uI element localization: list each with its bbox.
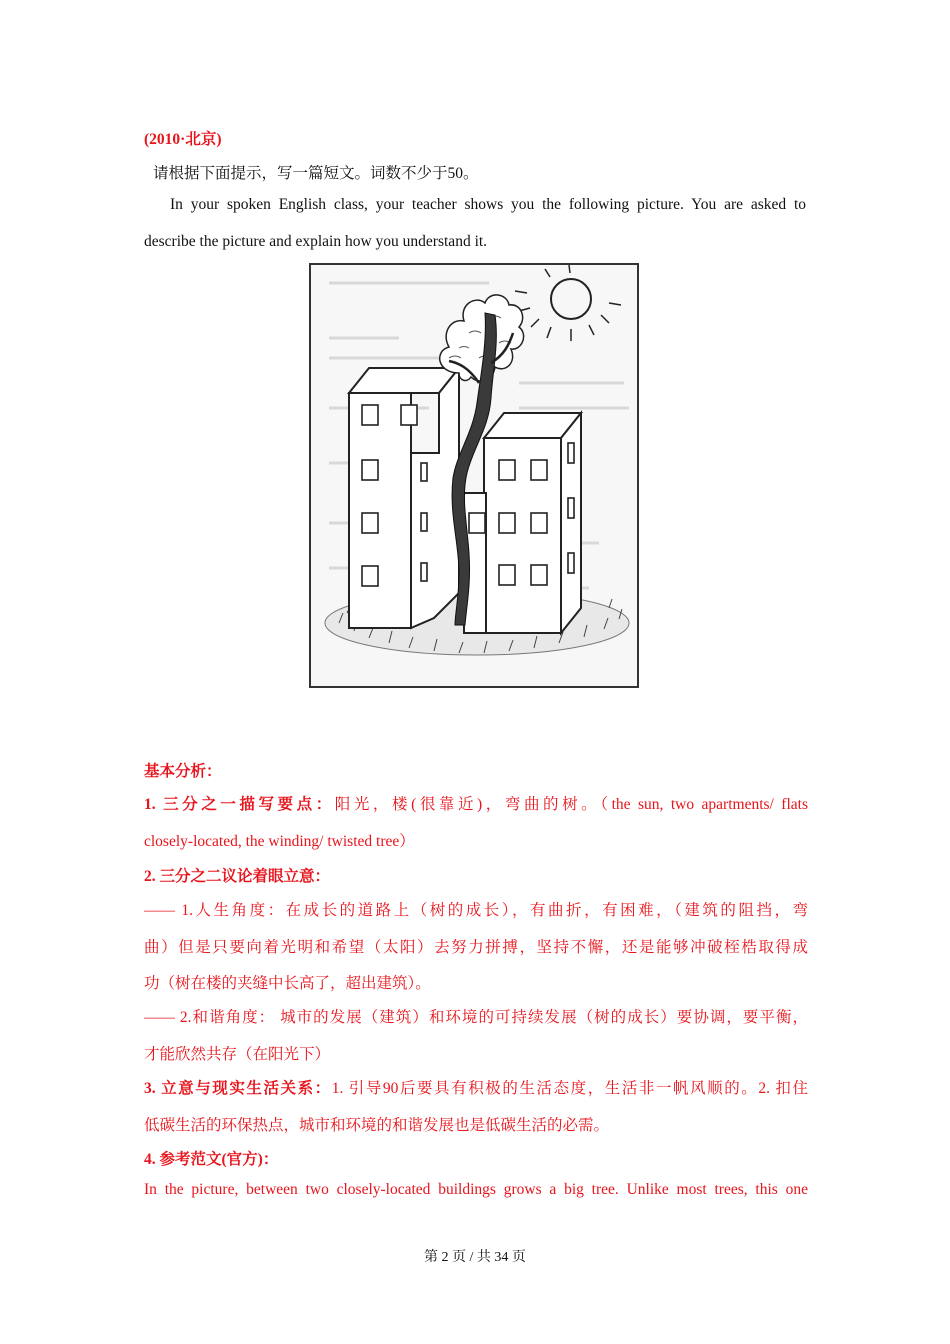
analysis-point-1-text-a: 阳光，楼(很靠近)，弯曲的树。（the sun, two apartments/ flats (334, 796, 808, 813)
analysis-point-2-line-2: 曲）但是只要向着光明和希望（太阳）去努力拼搏，坚持不懈，还是能够冲破桎梏取得成 (144, 939, 808, 956)
analysis-point-3-text-a: 1. 引导90后要具有积极的生活态度，生活非一帆风顺的。2. 扣住 (331, 1080, 808, 1097)
analysis-point-2-label: 2. 三分之二议论着眼立意： (144, 868, 331, 885)
analysis-point-3-label: 3. 立意与现实生活关系： (144, 1080, 332, 1097)
analysis-point-1 (144, 792, 808, 814)
analysis-point-2-line-3: 功（树在楼的夹缝中长高了，超出建筑）。 (144, 975, 431, 992)
prompt-line-1: In your spoken English class, your teacher shows you the following picture. You are asked to (170, 196, 806, 213)
analysis-point-4-label: 4. 参考范文(官方)： (144, 1151, 279, 1168)
prompt-line-2: describe the picture and explain how you understand it. (144, 233, 488, 250)
analysis-point-2-line-1: —— 1.人生角度：在成长的道路上（树的成长），有曲折，有困难，（建筑的阻挡，弯 (144, 902, 808, 919)
analysis-point-1-text-b: closely-located, the winding/ twisted tree） (144, 833, 415, 850)
analysis-point-1-label: 1. 三分之一描写要点： (144, 796, 335, 813)
analysis-heading: 基本分析： (144, 763, 222, 780)
analysis-point-2-line-5: 才能欣然共存（在阳光下） (144, 1046, 331, 1063)
sample-essay-line-1: In the picture, between two closely-located buildings grows a big tree. Unlike most trees, this one (144, 1181, 808, 1198)
illustration-tree-buildings (309, 263, 639, 688)
analysis-point-3-text-b: 低碳生活的环保热点，城市和环境的和谐发展也是低碳生活的必需。 (144, 1117, 610, 1134)
analysis-point-3 (144, 1076, 808, 1098)
page-footer: 第 2 页 / 共 34 页 (424, 1250, 526, 1265)
analysis-point-2-line-4: —— 2.和谐角度： 城市的发展（建筑）和环境的可持续发展（树的成长）要协调，要平衡， (144, 1009, 808, 1026)
source-label: (2010·北京) (144, 131, 222, 148)
instruction-cn: 请根据下面提示，写一篇短文。词数不少于50。 (153, 165, 479, 182)
